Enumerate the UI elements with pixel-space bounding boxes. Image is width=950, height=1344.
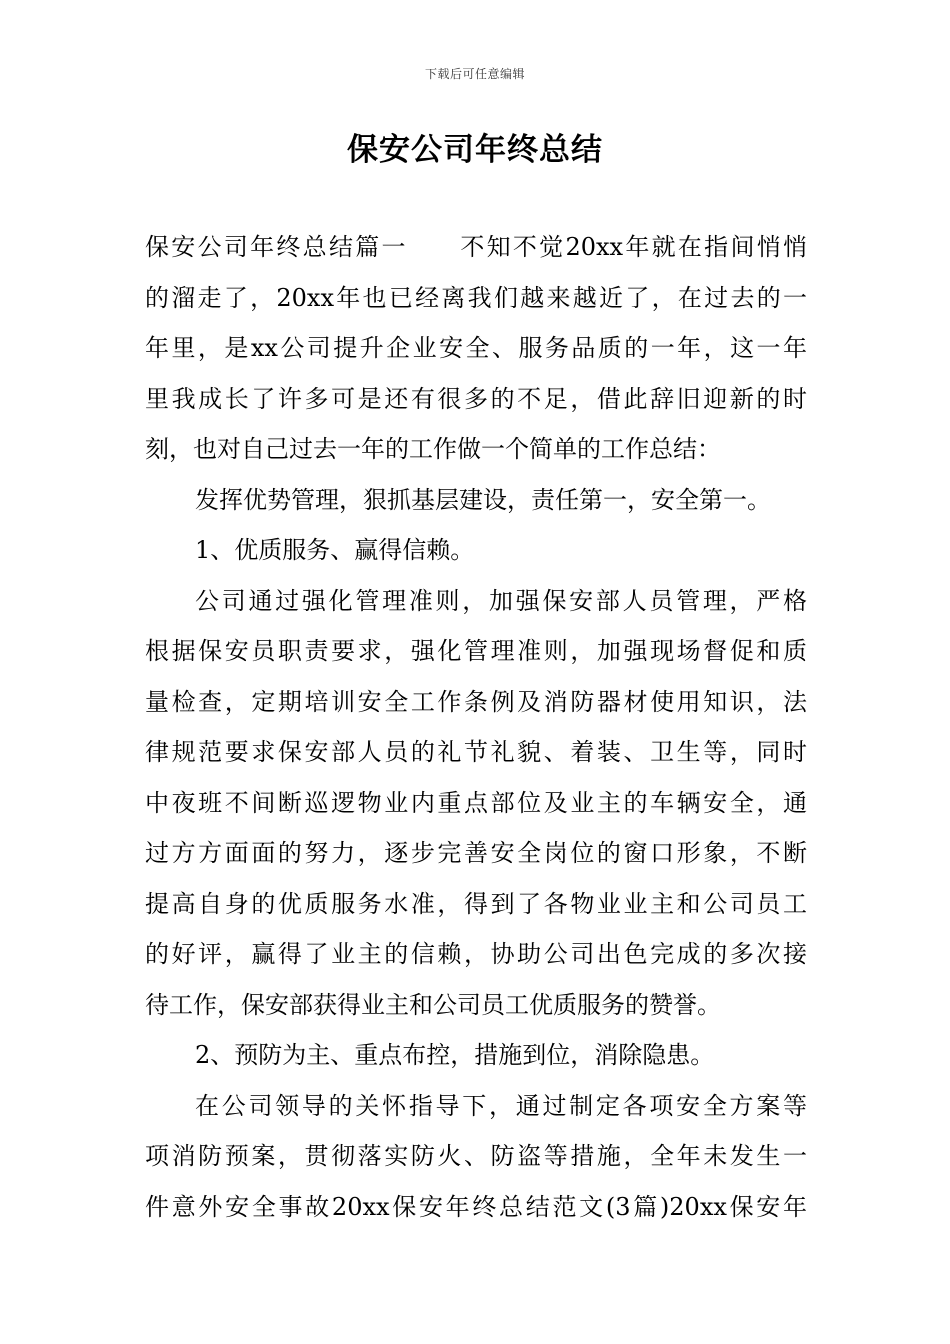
body-line: 中夜班不间断巡逻物业内重点部位及业主的车辆安全，通 [145,788,807,817]
body-line: 里我成长了许多可是还有很多的不足，借此辞旧迎新的时 [145,384,807,413]
body-line: 提高自身的优质服务水准，得到了各物业业主和公司员工 [145,889,807,918]
section-heading: 2、预防为主、重点布控，措施到位，消除隐患。 [195,1041,715,1069]
body-line: 保安公司年终总结篇一 不知不觉20xx年就在指间悄悄 [145,233,807,261]
body-line: 发挥优势管理，狠抓基层建设，责任第一，安全第一。 [195,485,771,514]
body-line: 公司通过强化管理准则，加强保安部人员管理，严格 [195,586,807,615]
body-line: 律规范要求保安部人员的礼节礼貌、着装、卫生等，同时 [145,738,807,766]
body-line: 根据保安员职责要求，强化管理准则，加强现场督促和质 [145,637,807,665]
header-note: 下载后可任意编辑 [424,67,525,81]
body-line: 年里，是xx公司提升企业安全、服务品质的一年，这一年 [145,334,807,362]
body-line: 的好评，赢得了业主的信赖，协助公司出色完成的多次接 [145,940,807,968]
body-line: 在公司领导的关怀指导下，通过制定各项安全方案等 [195,1091,807,1120]
document-title: 保安公司年终总结 [347,132,603,168]
body-line: 件意外安全事故20xx保安年终总结范文(3篇)20xx保安年 [145,1192,807,1221]
body-line: 项消防预案，贯彻落实防火、防盗等措施，全年未发生一 [145,1142,807,1170]
body-line: 的溜走了，20xx年也已经离我们越来越近了，在过去的一 [145,283,807,312]
body-line: 量检查，定期培训安全工作条例及消防器材使用知识，法 [145,687,807,716]
body-line: 待工作，保安部获得业主和公司员工优质服务的赞誉。 [145,990,721,1019]
section-heading: 1、优质服务、赢得信赖。 [195,536,475,564]
body-line: 刻，也对自己过去一年的工作做一个简单的工作总结： [145,435,721,463]
document-body [145,222,807,1232]
body-line: 过方方面面的努力，逐步完善安全岗位的窗口形象，不断 [145,839,807,867]
